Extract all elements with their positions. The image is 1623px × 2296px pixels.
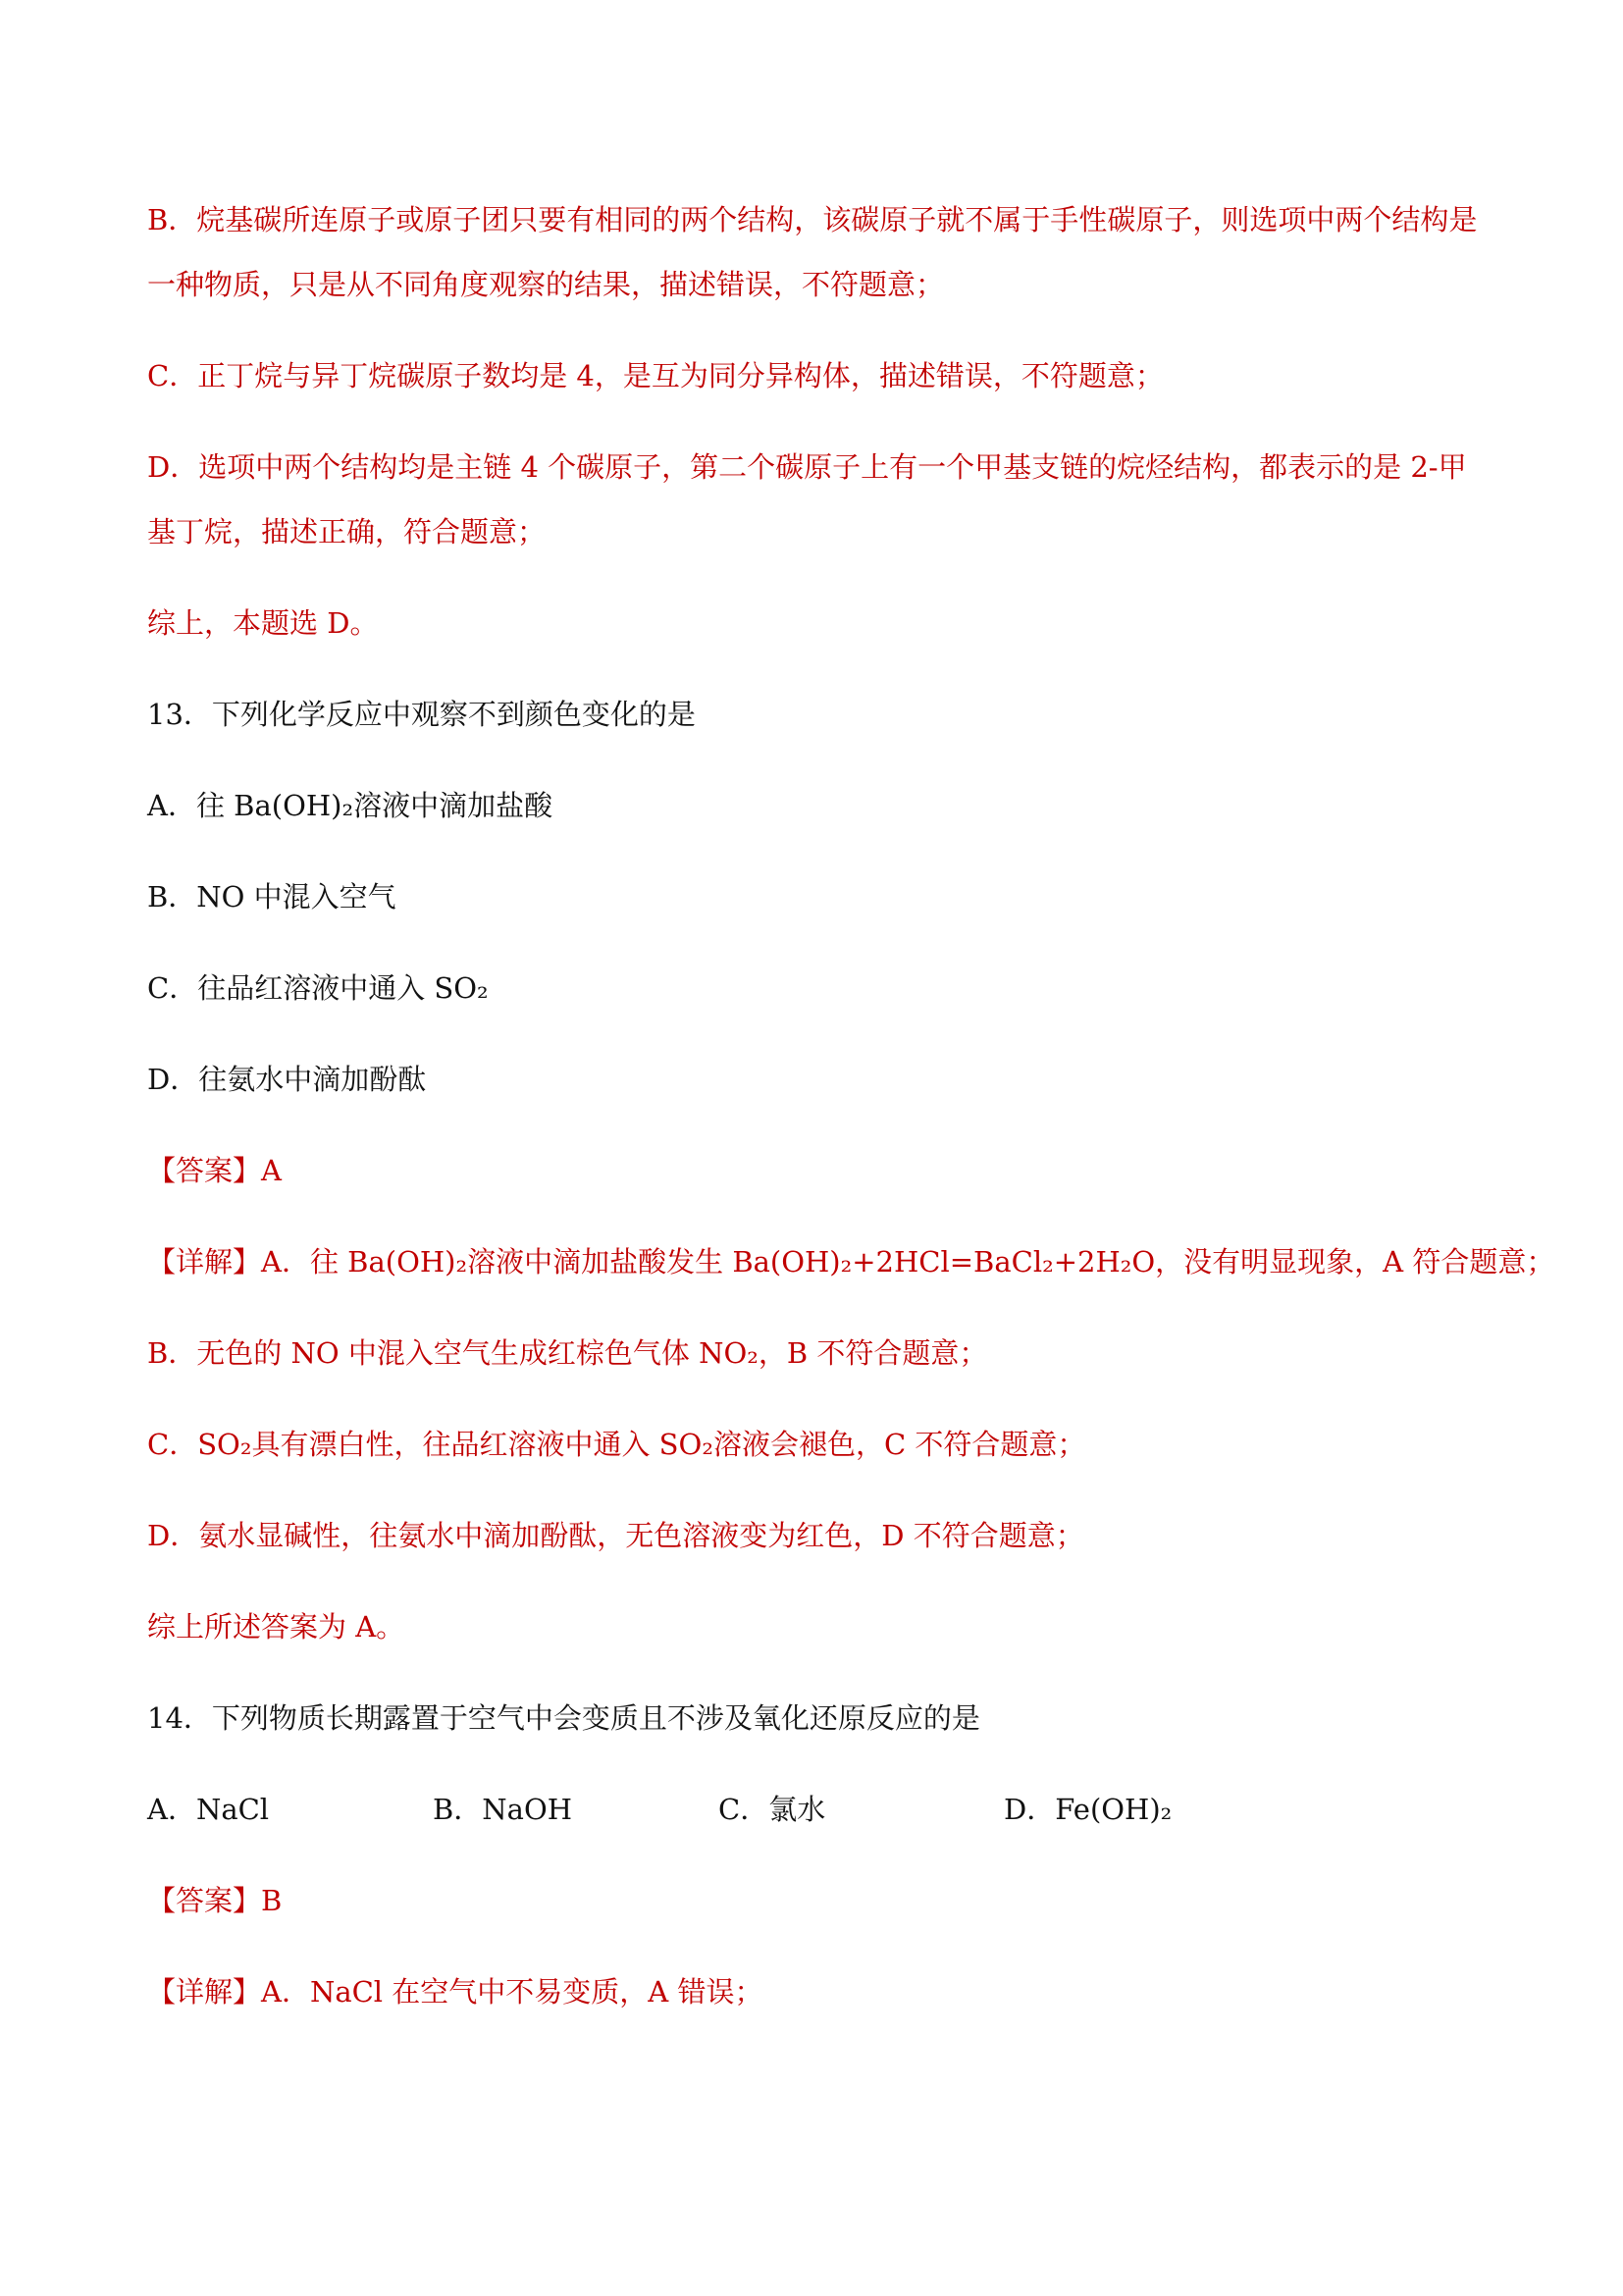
answer-value: B — [261, 1884, 283, 1917]
question-14-option-b: B．NaOH — [433, 1793, 573, 1826]
question-14-option-c: C．氯水 — [718, 1793, 826, 1826]
question-14-detail-a — [147, 1973, 1501, 2010]
explanation-12-b-line2: 一种物质，只是从不同角度观察的结果，描述错误，不符题意； — [147, 268, 945, 301]
explanation-12-summary: 综上，本题选 D。 — [147, 606, 379, 640]
answer-value: A — [261, 1154, 282, 1187]
detail-label: 【详解】 — [147, 1975, 262, 2009]
question-13-answer — [147, 1152, 1501, 1189]
question-14-option-d: D．Fe(OH)₂ — [1004, 1793, 1173, 1826]
question-13-summary: 综上所述答案为 A。 — [147, 1610, 405, 1644]
document-page — [147, 201, 1555, 2010]
question-13-detail-b: B．无色的 NO 中混入空气生成红棕色气体 NO₂，B 不符合题意； — [147, 1336, 988, 1370]
question-13-detail-d: D．氨水显碱性，往氨水中滴加酚酞，无色溶液变为红色，D 不符合题意； — [147, 1519, 1084, 1552]
question-13-detail-c: C．SO₂具有漂白性，往品红溶液中通入 SO₂溶液会褪色，C 不符合题意； — [147, 1428, 1086, 1461]
detail-a-text: A．往 Ba(OH)₂溶液中滴加盐酸发生 Ba(OH)₂+2HCl=BaCl₂+2H₂O，没有明显现象，A 符合题意； — [261, 1245, 1555, 1278]
question-14-options — [147, 1791, 1501, 1828]
question-13-option-c: C．往品红溶液中通入 SO₂ — [147, 971, 489, 1005]
explanation-12-d-line2: 基丁烷，描述正确，符合题意； — [147, 515, 547, 548]
question-13-stem: 13．下列化学反应中观察不到颜色变化的是 — [147, 698, 696, 731]
question-13-detail-a — [147, 1243, 1555, 1280]
question-13-option-d: D．往氨水中滴加酚酞 — [147, 1063, 427, 1096]
explanation-12-b-line1: B．烷基碳所连原子或原子团只要有相同的两个结构，该碳原子就不属于手性碳原子，则选项中两个结构是 — [147, 203, 1478, 236]
question-13-option-b: B．NO 中混入空气 — [147, 880, 396, 913]
detail-label: 【详解】 — [147, 1245, 262, 1278]
question-14-option-a: A．NaCl — [147, 1793, 270, 1826]
explanation-12-d-line1: D．选项中两个结构均是主链 4 个碳原子，第二个碳原子上有一个甲基支链的烷烃结构，都表示的是 2-甲 — [147, 450, 1467, 484]
question-14-answer — [147, 1882, 1501, 1919]
question-14-stem: 14．下列物质长期露置于空气中会变质且不涉及氧化还原反应的是 — [147, 1701, 980, 1735]
answer-label: 【答案】 — [147, 1154, 262, 1187]
detail-a-text: A．NaCl 在空气中不易变质，A 错误； — [261, 1975, 763, 2009]
answer-label: 【答案】 — [147, 1884, 262, 1917]
explanation-12-c: C．正丁烷与异丁烷碳原子数均是 4，是互为同分异构体，描述错误，不符题意； — [147, 359, 1164, 392]
question-13-option-a: A．往 Ba(OH)₂溶液中滴加盐酸 — [147, 789, 553, 822]
